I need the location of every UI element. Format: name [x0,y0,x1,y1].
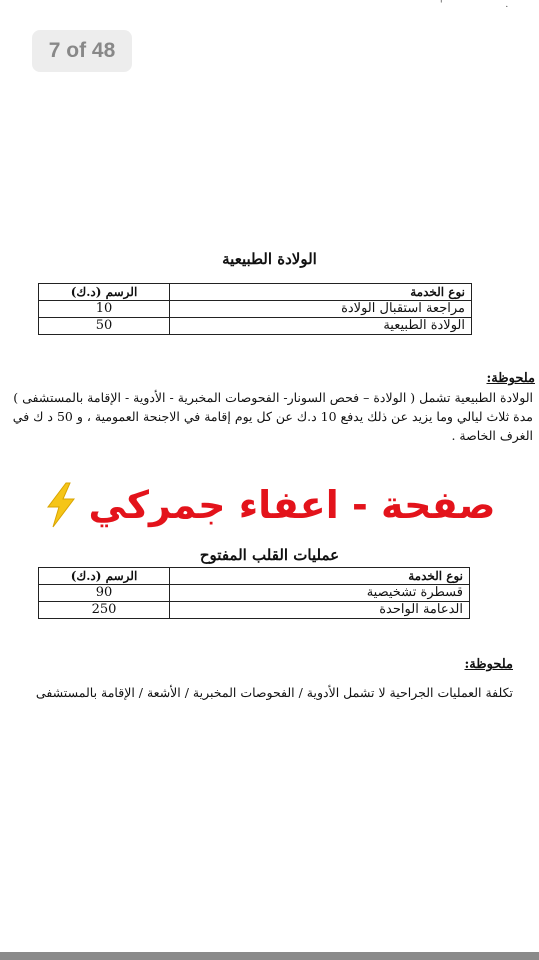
customs-exemption-banner [30,470,510,540]
header-service-type: نوع الخدمة [170,284,472,301]
note-label: ملحوظة: [486,371,535,386]
service-cell: قسطرة تشخيصية [170,585,470,602]
fee-cell: 50 [39,318,170,335]
header-fee: الرسم (د.ك) [39,284,170,301]
header-service-type: نوع الخدمة [170,568,470,585]
banner-text: صفحة - اعفاء جمركي [88,483,496,527]
bottom-edge [0,952,539,960]
table-row [39,602,470,619]
fee-cell: 90 [39,585,170,602]
note-label: ملحوظة: [464,657,513,672]
fee-cell: 10 [39,301,170,318]
service-cell: الدعامة الواحدة [170,602,470,619]
service-cell: مراجعة استقبال الولادة [170,301,472,318]
section-title-open-heart: عمليات القلب المفتوح [199,546,340,564]
open-heart-fee-table [38,567,470,619]
note-line: الولادة الطبيعية تشمل ( الولادة – فحص السونار- الفحوصات المخبرية - الأدوية - الإقامة بالمستشفى ) [13,390,533,405]
note-line: مدة ثلاث ليالي وما يزيد عن ذلك يدفع 10 د.ك عن كل يوم إقامة في الاجنحة العمومية ، و 50 د ك في [12,409,533,424]
note-line: الغرف الخاصة . [451,428,533,443]
table-row [39,318,472,335]
lightning-bolt-icon [44,482,78,528]
service-cell: الولادة الطبيعية [170,318,472,335]
table-header-row [39,568,470,585]
section-title-natural-birth: الولادة الطبيعية [222,250,317,268]
note-text-surgery: تكلفة العمليات الجراحية لا تشمل الأدوية / الفحوصات المخبرية / الأشعة / الإقامة بالمستشفى [35,685,513,700]
table-row [39,585,470,602]
stray-marks: ' . [440,0,539,10]
table-row [39,301,472,318]
page-indicator: 7 of 48 [32,30,132,72]
natural-birth-fee-table [38,283,472,335]
fee-cell: 250 [39,602,170,619]
table-header-row [39,284,472,301]
header-fee: الرسم (د.ك) [39,568,170,585]
note-text-natural-birth [3,388,533,445]
